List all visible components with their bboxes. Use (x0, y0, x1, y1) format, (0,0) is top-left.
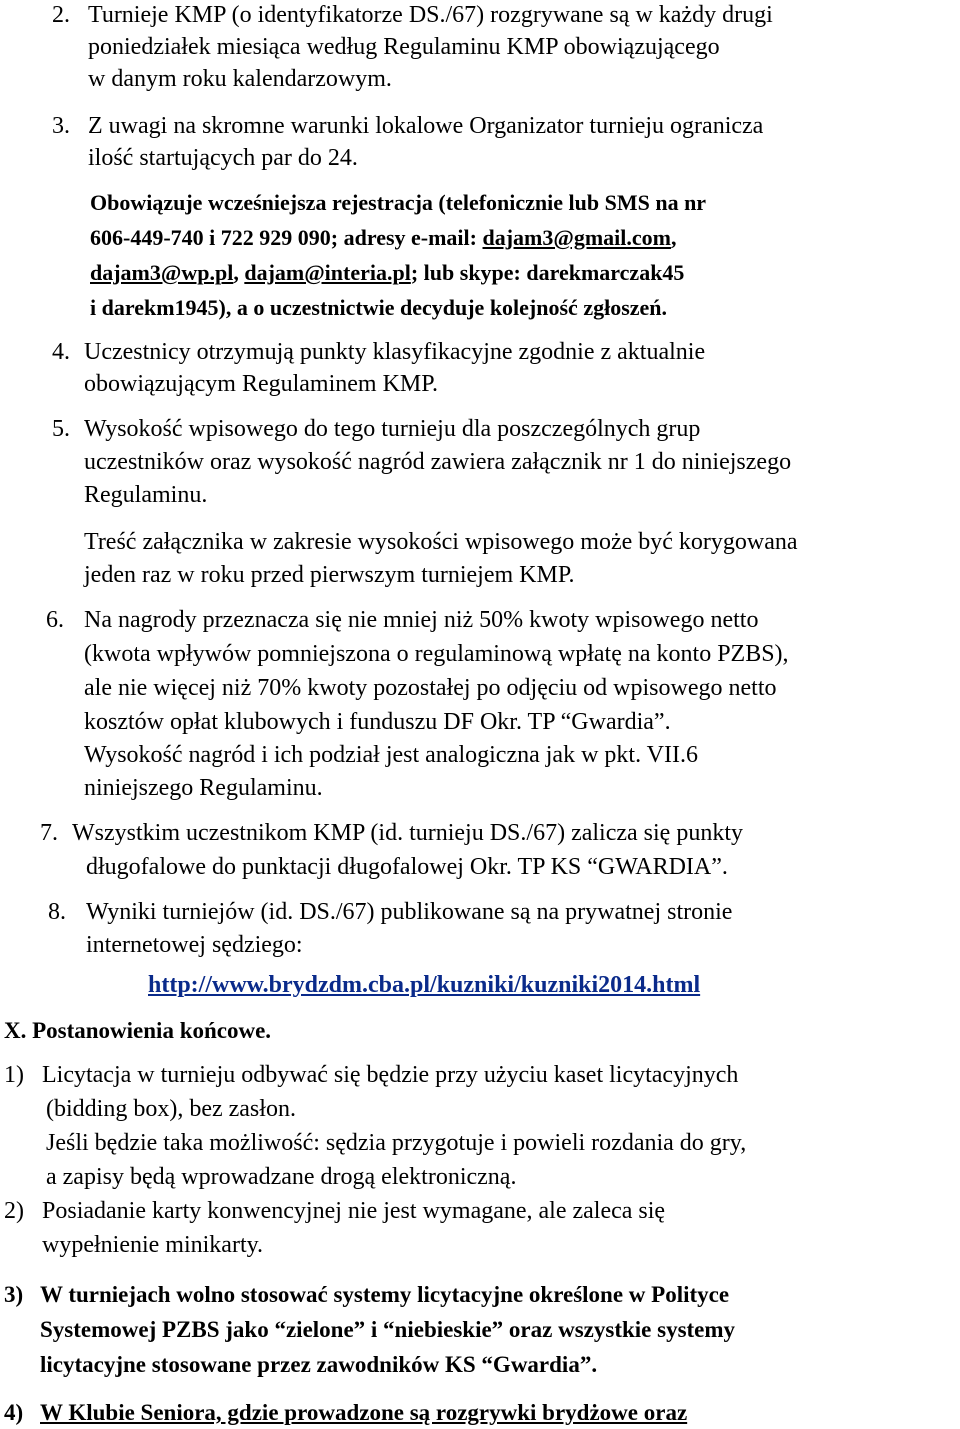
paragraph-line: Wysokość nagród i ich podział jest analogiczna jak w pkt. VII.6 (84, 742, 698, 768)
paragraph-line: Wszystkim uczestnikom KMP (id. turnieju DS./67) zalicza się punkty (72, 820, 743, 846)
paragraph-line: Systemowej PZBS jako “zielone” i “niebieskie” oraz wszystkie systemy (40, 1317, 736, 1342)
paragraph-line: w danym roku kalendarzowym. (88, 66, 392, 92)
paragraph-line: Licytacja w turnieju odbywać się będzie przy użyciu kaset licytacyjnych (42, 1062, 739, 1088)
paragraph-line: kosztów opłat klubowych i funduszu DF Okr. TP “Gwardia”. (84, 709, 671, 735)
results-url-link[interactable]: http://www.brydzdm.cba.pl/kuzniki/kuzniki2014.html (148, 972, 701, 998)
paragraph-line: Z uwagi na skromne warunki lokalowe Organizator turnieju ogranicza (88, 113, 764, 139)
email-link-gmail[interactable]: dajam3@gmail.com (482, 225, 671, 250)
section-heading: X. Postanowienia końcowe. (4, 1018, 272, 1043)
paragraph-line: ale nie więcej niż 70% kwoty pozostałej po odjęciu od wpisowego netto (84, 675, 777, 701)
registration-emails-line (90, 258, 684, 288)
paragraph-line: niniejszego Regulaminu. (84, 775, 323, 801)
email-link-interia[interactable]: dajam@interia.pl (244, 260, 411, 285)
phones-text: 606-449-740 i 722 929 090; adresy e-mail: (90, 225, 477, 250)
item-number: 5. (52, 416, 70, 442)
paragraph-line: długofalowe do punktacji długofalowej Okr. TP KS “GWARDIA”. (86, 854, 728, 880)
item-number: 4) (4, 1400, 24, 1425)
paragraph-line: Treść załącznika w zakresie wysokości wpisowego może być korygowana (84, 529, 798, 555)
paragraph-line: licytacyjne stosowane przez zawodników KS “Gwardia”. (40, 1352, 598, 1377)
paragraph-line: (bidding box), bez zasłon. (46, 1096, 296, 1122)
separator: , (671, 225, 677, 250)
paragraph-line: W turniejach wolno stosować systemy licytacyjne określone w Polityce (40, 1282, 730, 1307)
item-number: 1) (4, 1062, 24, 1088)
paragraph-line: jeden raz w roku przed pierwszym turniejem KMP. (84, 562, 575, 588)
paragraph-line: W Klubie Seniora, gdzie prowadzone są rozgrywki brydżowe oraz (40, 1400, 688, 1425)
item-number: 2. (52, 2, 70, 28)
item-number: 6. (46, 607, 64, 633)
paragraph-line: internetowej sędziego: (86, 932, 303, 958)
registration-line: Obowiązuje wcześniejsza rejestracja (telefonicznie lub SMS na nr (90, 190, 707, 215)
item-number: 4. (52, 339, 70, 365)
paragraph-line: wypełnienie minikarty. (42, 1232, 264, 1258)
registration-order-line: i darekm1945), a o uczestnictwie decyduje kolejność zgłoszeń. (90, 295, 668, 320)
item-number: 7. (40, 820, 58, 846)
item-number: 3. (52, 113, 70, 139)
paragraph-line: uczestników oraz wysokość nagród zawiera załącznik nr 1 do niniejszego (84, 449, 792, 475)
item-number: 2) (4, 1198, 24, 1224)
paragraph-line: Wysokość wpisowego do tego turnieju dla poszczególnych grup (84, 416, 701, 442)
paragraph-line: Wyniki turniejów (id. DS./67) publikowane są na prywatnej stronie (86, 899, 733, 925)
skype-text: ; lub skype: darekmarczak45 (410, 260, 685, 285)
paragraph-line: poniedziałek miesiąca według Regulaminu KMP obowiązującego (88, 34, 720, 60)
paragraph-line: Jeśli będzie taka możliwość: sędzia przygotuje i powieli rozdania do gry, (46, 1130, 747, 1156)
separator: , (233, 260, 239, 285)
email-link-wp[interactable]: dajam3@wp.pl (90, 260, 234, 285)
paragraph-line: obowiązującym Regulaminem KMP. (84, 371, 438, 397)
paragraph-line: Posiadanie karty konwencyjnej nie jest wymagane, ale zaleca się (42, 1198, 666, 1224)
paragraph-line: (kwota wpływów pomniejszona o regulaminową wpłatę na konto PZBS), (84, 641, 789, 667)
paragraph-line: Turnieje KMP (o identyfikatorze DS./67) rozgrywane są w każdy drugi (88, 2, 773, 28)
paragraph-line: Regulaminu. (84, 482, 208, 508)
paragraph-line: Na nagrody przeznacza się nie mniej niż 50% kwoty wpisowego netto (84, 607, 759, 633)
paragraph-line: a zapisy będą wprowadzane drogą elektroniczną. (46, 1164, 517, 1190)
results-url-line (148, 970, 700, 1000)
paragraph-line: Uczestnicy otrzymują punkty klasyfikacyjne zgodnie z aktualnie (84, 339, 706, 365)
registration-phones-line (90, 223, 677, 253)
paragraph-line: ilość startujących par do 24. (88, 145, 358, 171)
item-number: 3) (4, 1282, 24, 1307)
item-number: 8. (48, 899, 66, 925)
